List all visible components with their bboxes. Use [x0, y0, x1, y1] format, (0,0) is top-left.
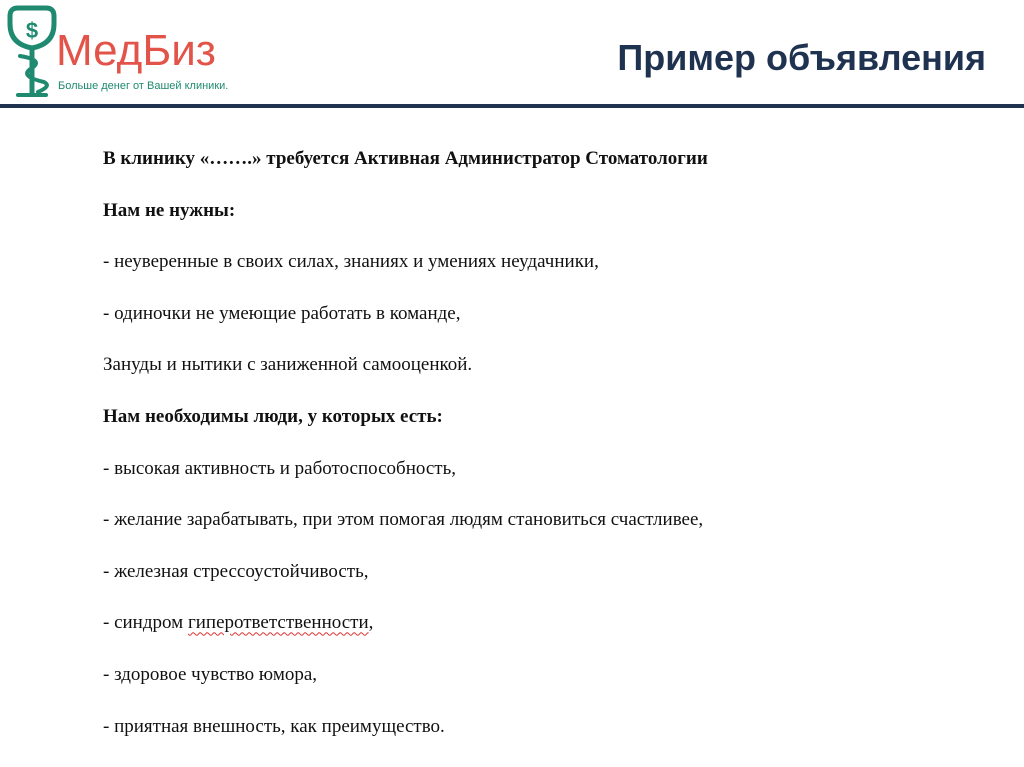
brand-name: МедБиз [56, 26, 216, 75]
needed-item-suffix: , [368, 612, 374, 634]
job-ad [103, 146, 923, 765]
svg-text:$: $ [25, 18, 39, 43]
not-needed-item: Зануды и нытики с заниженной самооценкой. [103, 354, 473, 376]
needed-item: - желание зарабатывать, при этом помогая людям становиться счастливее, [103, 509, 704, 531]
brand-logo [0, 0, 260, 100]
needed-item [103, 610, 923, 635]
not-needed-title: Нам не нужны: [103, 199, 236, 221]
not-needed-item: - неуверенные в своих силах, знаниях и умениях неудачники, [103, 251, 599, 273]
needed-item: - высокая активность и работоспособность, [103, 457, 457, 479]
brand-tagline: Больше денег от Вашей клиники. [58, 80, 229, 92]
needed-item: - здоровое чувство юмора, [103, 663, 318, 685]
needed-item: - железная стрессоустойчивость, [103, 560, 369, 582]
ad-heading: В клинику «…….» требуется Активная Администратор Стоматологии [103, 148, 708, 169]
needed-item: - приятная внешность, как преимущество. [103, 715, 445, 737]
needed-item-prefix: - синдром [103, 612, 188, 634]
spellcheck-flagged-word: гиперответственности [187, 612, 369, 634]
caduceus-dollar-icon [4, 4, 60, 98]
header-divider [0, 104, 1024, 108]
needed-title: Нам необходимы люди, у которых есть: [103, 405, 443, 427]
not-needed-item: - одиночки не умеющие работать в команде, [103, 302, 461, 324]
page-title: Пример объявления [617, 37, 986, 78]
